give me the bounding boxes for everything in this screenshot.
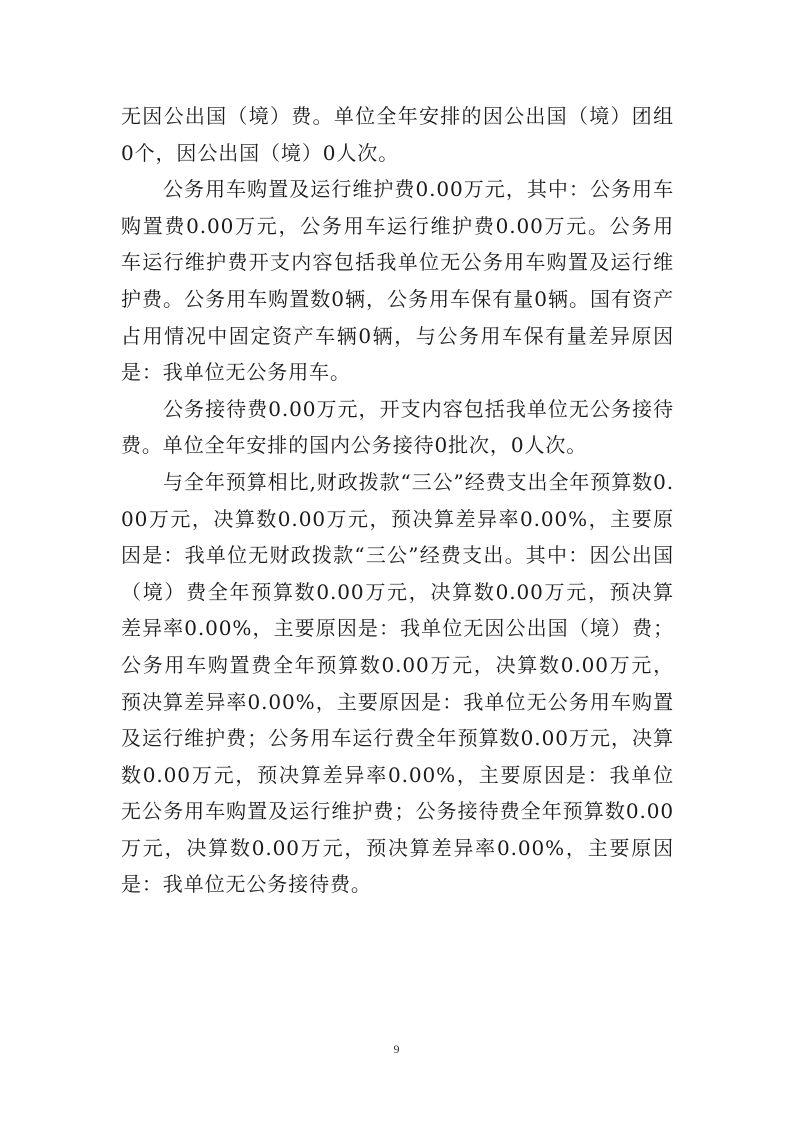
page-number: 9	[393, 1042, 400, 1056]
body-text	[121, 98, 674, 903]
paragraph-budget-comparison: 与全年预算相比,财政拨款“三公”经费支出全年预算数0.00万元，决算数0.00万元，预决算差异率0.00%，主要原因是：我单位无财政拨款“三公”经费支出。其中：因公出国（境）费全年预算数0.00万元，决算数0.00万元，预决算差异率0.00%，主要原因是：我单位无因公出国（境）费；公务用车购置费全年预算数0.00万元，决算数0.00万元，预决算差异率0.00%，主要原因是：我单位无公务用车购置及运行维护费；公务用车运行费全年预算数0.00万元，决算数0.00万元，预决算差异率0.00%，主要原因是：我单位无公务用车购置及运行维护费；公务接待费全年预算数0.00万元，决算数0.00万元，预决算差异率0.00%，主要原因是：我单位无公务接待费。	[121, 469, 674, 897]
paragraph-official-reception: 公务接待费0.00万元，开支内容包括我单位无公务接待费。单位全年安排的国内公务接待0批次，0人次。	[121, 396, 674, 458]
paragraph-overseas-travel: 无因公出国（境）费。单位全年安排的因公出国（境）团组0个，因公出国（境）0人次。	[121, 104, 674, 165]
paragraph-official-vehicles: 公务用车购置及运行维护费0.00万元，其中：公务用车购置费0.00万元，公务用车运行维护费0.00万元。公务用车运行维护费开支内容包括我单位无公务用车购置及运行维护费。公务用车购置数0辆，公务用车保有量0辆。国有资产占用情况中固定资产车辆0辆，与公务用车保有量差异原因是：我单位无公务用车。	[121, 177, 674, 385]
